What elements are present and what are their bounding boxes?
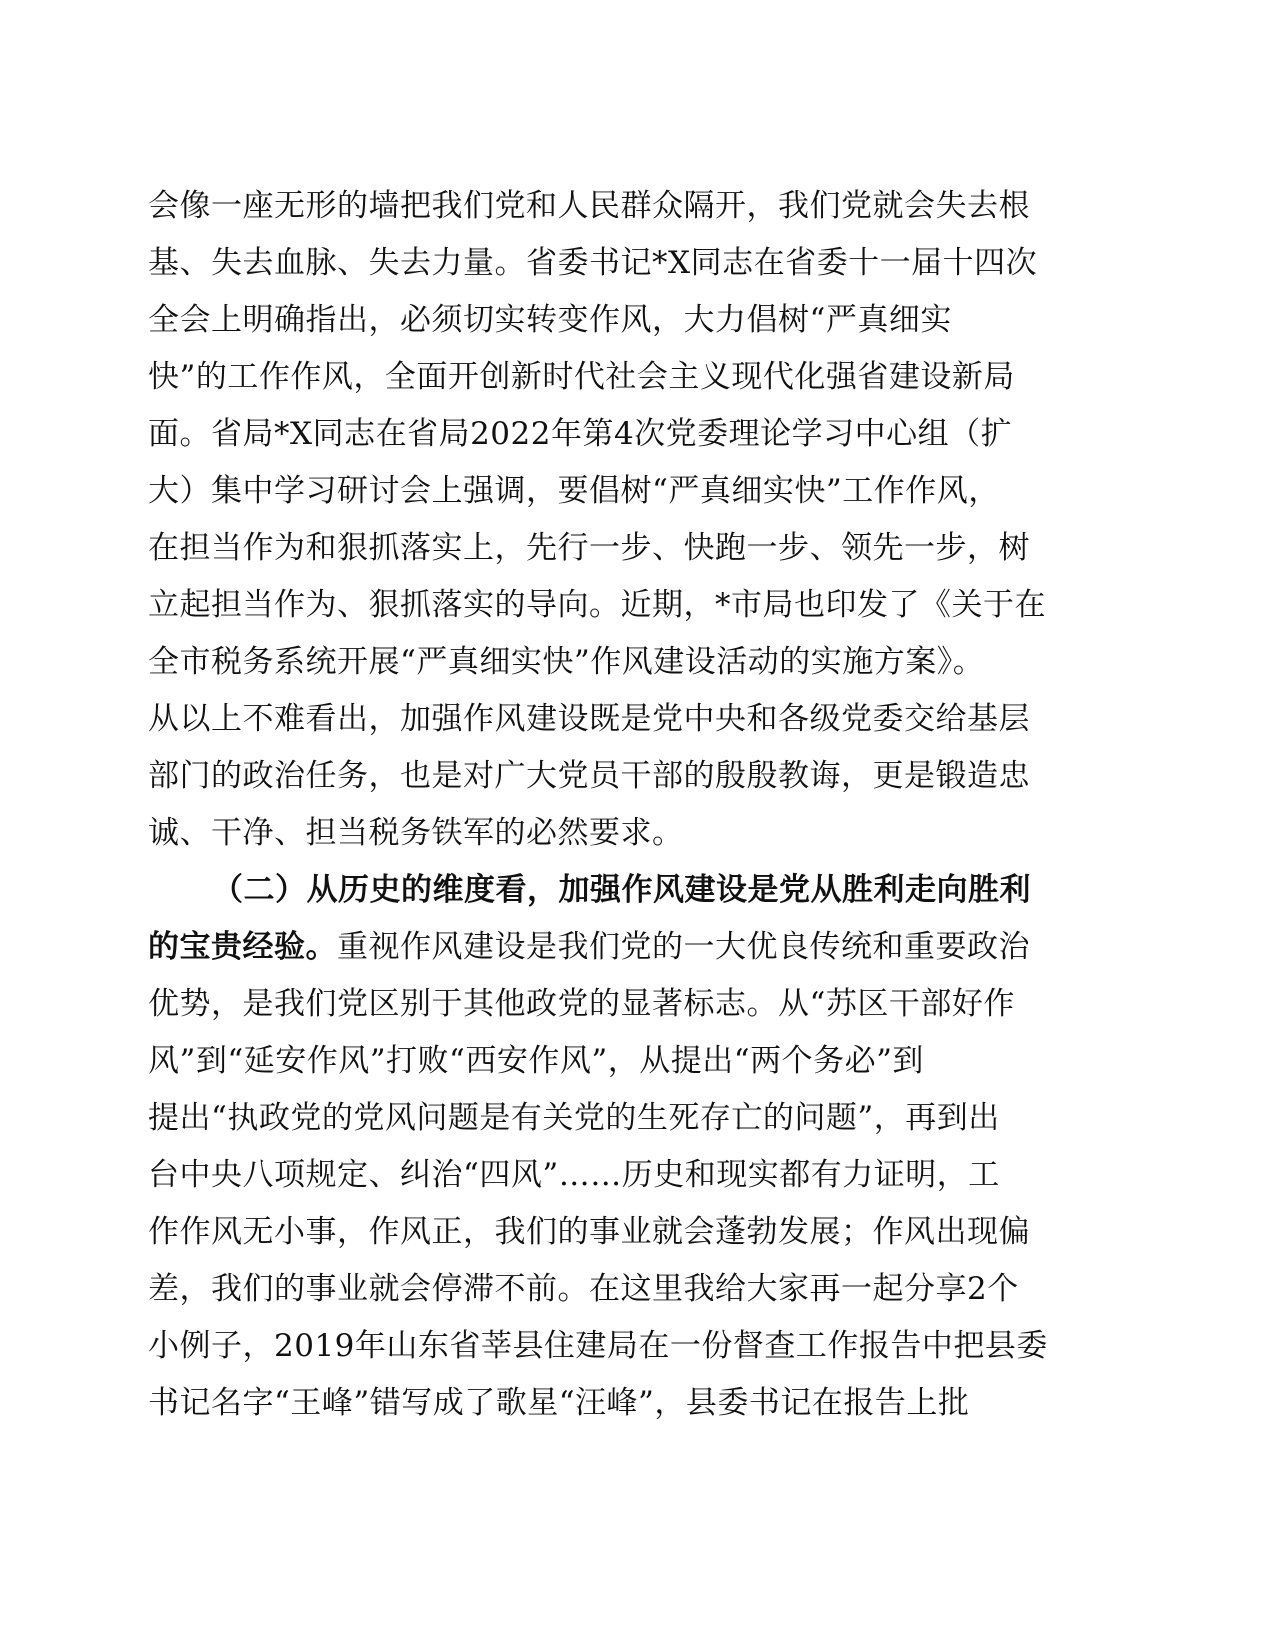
paragraph-line: 作作风无小事，作风正，我们的事业就会蓬勃发展；作风出现偏: [148, 1214, 1030, 1250]
body-text: [148, 178, 1048, 1432]
paragraph-line: 会像一座无形的墙把我们党和人民群众隔开，我们党就会失去根: [148, 188, 1030, 224]
paragraph-line: 从以上不难看出，加强作风建设既是党中央和各级党委交给基层: [148, 701, 1030, 737]
paragraph-line: 面。省局*X同志在省局2022年第4次党委理论学习中心组（扩: [148, 416, 1013, 452]
section-heading-continuation: [148, 919, 1048, 976]
paragraph-line: 风”到“延安作风”打败“西安作风”，从提出“两个务必”到: [148, 1043, 924, 1079]
paragraph-line: 诚、干净、担当税务铁军的必然要求。: [148, 815, 684, 851]
paragraph-line: 全市税务系统开展“严真细实快”作风建设活动的实施方案》。: [148, 644, 985, 680]
paragraph-line: 基、失去血脉、失去力量。省委书记*X同志在省委十一届十四次: [148, 245, 1038, 281]
paragraph-line: 差，我们的事业就会停滞不前。在这里我给大家再一起分享2个: [148, 1271, 1019, 1307]
paragraph-line: 大）集中学习研讨会上强调，要倡树“严真细实快”工作作风，: [148, 473, 1000, 509]
paragraph-line: 提出“执政党的党风问题是有关党的生死存亡的问题”，再到出: [148, 1100, 1000, 1136]
paragraph-line: 台中央八项规定、纠治“四风”……历史和现实都有力证明，工: [148, 1157, 1000, 1193]
section-heading: （二）从历史的维度看，加强作风建设是党从胜利走向胜利: [212, 872, 1031, 908]
paragraph-line: 在担当作为和狠抓落实上，先行一步、快跑一步、领先一步，树: [148, 530, 1030, 566]
paragraph-line: 立起担当作为、狠抓落实的导向。近期，*市局也印发了《关于在: [148, 587, 1046, 623]
paragraph-text: 重视作风建设是我们党的一大优良传统和重要政治: [337, 929, 1030, 965]
paragraph-line: 优势，是我们党区别于其他政党的显著标志。从“苏区干部好作: [148, 986, 1015, 1022]
paragraph-line: 快”的工作作风，全面开创新时代社会主义现代化强省建设新局: [148, 359, 1015, 395]
paragraph-line: 小例子，2019年山东省莘县住建局在一份督查工作报告中把县委: [148, 1328, 1048, 1364]
section-heading-end: 的宝贵经验。: [148, 929, 337, 965]
paragraph-line: 部门的政治任务，也是对广大党员干部的殷殷教诲，更是锻造忠: [148, 758, 1030, 794]
paragraph-line: 书记名字“王峰”错写成了歌星“汪峰”，县委书记在报告上批: [148, 1385, 970, 1421]
paragraph-line: 全会上明确指出，必须切实转变作风，大力倡树“严真细实: [148, 302, 952, 338]
